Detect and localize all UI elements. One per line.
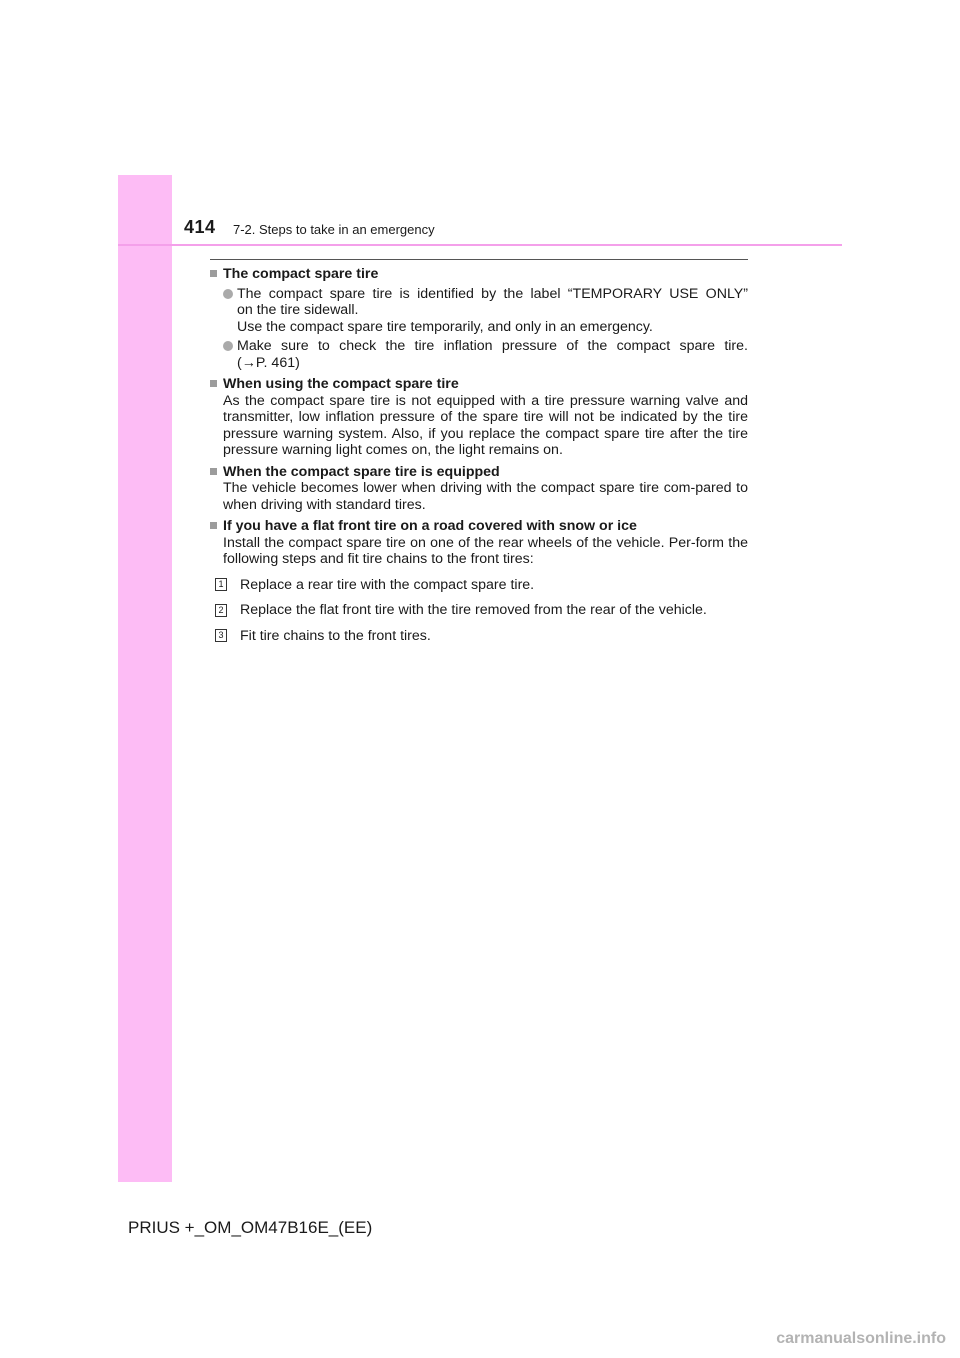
bullet-line: The compact spare tire is identified by the label “TEMPORARY USE ONLY” (237, 285, 748, 302)
step-number-box: 1 (215, 578, 227, 591)
footer-doc-id: PRIUS +_OM_OM47B16E_(EE) (128, 1218, 373, 1237)
section-body: Install the compact spare tire on one of the rear wheels of the vehicle. Per-form the following steps and fit tire chains to the front tires: (223, 534, 748, 567)
page-content (210, 266, 748, 653)
side-color-band (118, 175, 172, 1182)
bullet-item (210, 338, 748, 371)
bullet-line: on the tire sidewall. (237, 302, 359, 318)
step-text: Fit tire chains to the front tires. (240, 627, 431, 644)
square-bullet-icon (210, 270, 217, 277)
page-reference: (→P. 461) (237, 354, 300, 371)
step-number-box: 2 (215, 604, 227, 617)
section-flat-front-tire-snow (210, 518, 748, 644)
section-heading (210, 376, 748, 393)
section-heading-text: If you have a flat front tire on a road covered with snow or ice (223, 518, 637, 534)
section-body: As the compact spare tire is not equipped with a tire pressure warning valve and transmitter, low inflation pressure of the spare tire will not be indicated by the tire pressure warning system. Also, if you replace the compact spare tire after the tire pressure warning light comes on, the light remains on. (223, 392, 748, 458)
section-heading (210, 266, 748, 283)
section-compact-spare-tire (210, 266, 748, 371)
watermark: carmanualsonline.info (776, 1330, 946, 1347)
circle-bullet-icon (223, 341, 233, 351)
bullet-line: Use the compact spare tire temporarily, and only in an emergency. (237, 318, 653, 335)
section-heading-text: When the compact spare tire is equipped (223, 463, 500, 480)
step-item (210, 577, 748, 594)
bullet-text (237, 338, 748, 371)
section-title: 7-2. Steps to take in an emergency (233, 222, 435, 237)
section-heading (210, 518, 748, 535)
section-heading-text: When using the compact spare tire (223, 376, 459, 392)
page-number: 414 (184, 217, 216, 237)
section-compact-spare-equipped (210, 464, 748, 514)
square-bullet-icon (210, 468, 217, 475)
step-text: Replace the flat front tire with the tire removed from the rear of the vehicle. (240, 602, 707, 618)
square-bullet-icon (210, 522, 217, 529)
step-item (210, 628, 748, 645)
section-using-compact-spare (210, 376, 748, 459)
content-rule (210, 259, 748, 260)
bullet-line: Make sure to check the tire inflation pressure of the compact spare tire. (237, 338, 748, 354)
bullet-text (237, 286, 748, 336)
header-rule (118, 244, 842, 246)
circle-bullet-icon (223, 289, 233, 299)
step-text: Replace a rear tire with the compact spare tire. (240, 576, 535, 593)
section-heading (210, 464, 748, 481)
step-item (210, 602, 748, 619)
section-heading-text: The compact spare tire (223, 266, 379, 282)
section-body: The vehicle becomes lower when driving with the compact spare tire com-pared to when driving with standard tires. (223, 480, 748, 513)
bullet-item (210, 286, 748, 336)
step-number-box: 3 (215, 629, 227, 642)
square-bullet-icon (210, 380, 217, 387)
